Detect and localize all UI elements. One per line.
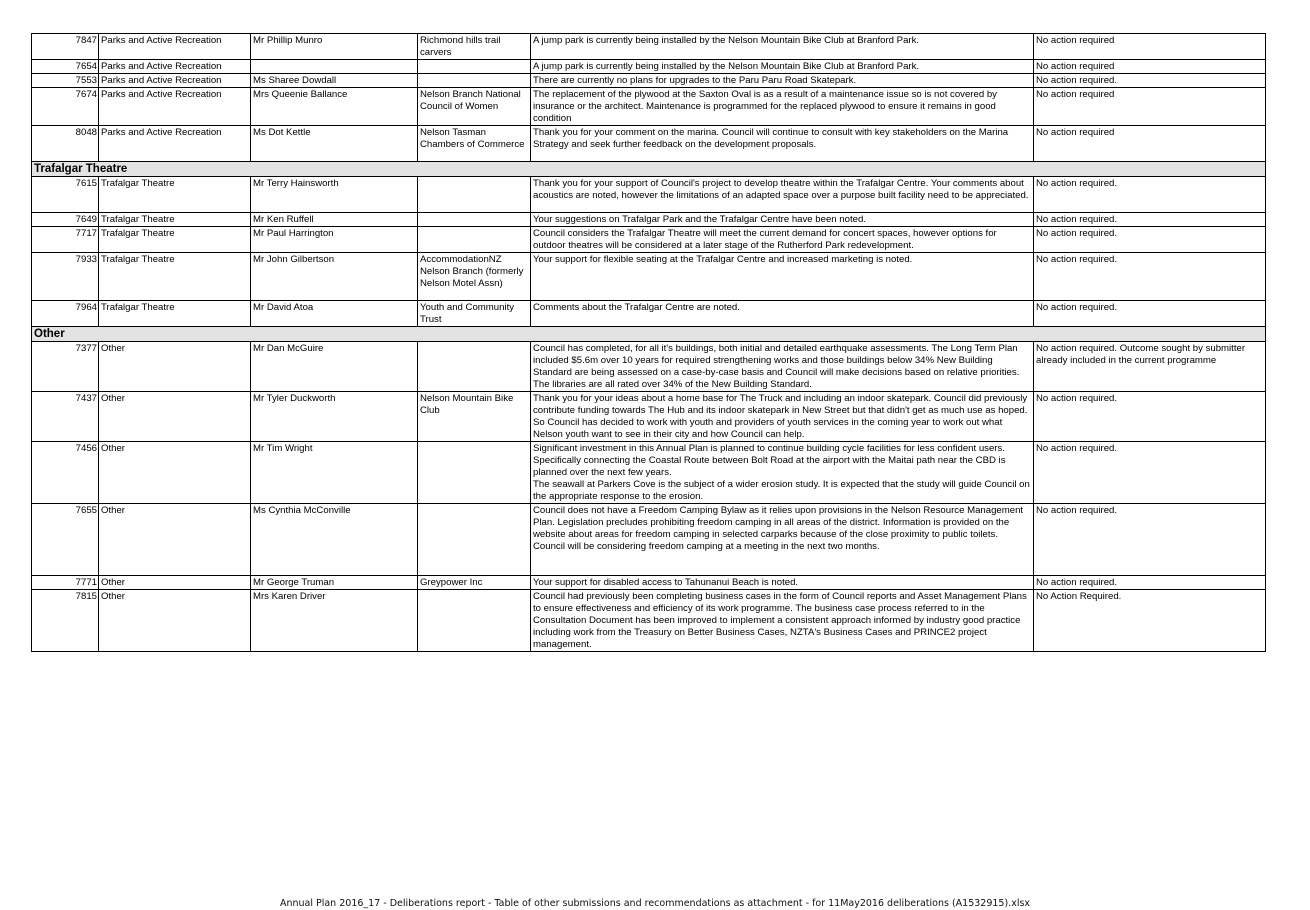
council-response: There are currently no plans for upgrades to the Paru Paru Road Skatepark. (531, 74, 1034, 88)
topic-cell: Trafalgar Theatre (99, 177, 251, 213)
submission-number: 7771 (32, 576, 99, 590)
topic-cell: Other (99, 342, 251, 392)
recommended-action: No action required. (1034, 576, 1266, 590)
organisation-name: Youth and Community Trust (418, 301, 531, 327)
table-row (32, 74, 1266, 88)
submission-number: 8048 (32, 126, 99, 162)
submitter-name: Mr Terry Hainsworth (251, 177, 418, 213)
submission-number: 7847 (32, 34, 99, 60)
submission-number: 7437 (32, 392, 99, 442)
table-row (32, 126, 1266, 162)
topic-cell: Other (99, 576, 251, 590)
submission-number: 7933 (32, 253, 99, 301)
recommended-action: No action required. (1034, 227, 1266, 253)
table-row (32, 392, 1266, 442)
submitter-name: Ms Cynthia McConville (251, 504, 418, 576)
submitter-name: Mr Tim Wright (251, 442, 418, 504)
table-row (32, 342, 1266, 392)
organisation-name (418, 342, 531, 392)
council-response: Council has completed, for all it's buildings, both initial and detailed earthquake assessments. The Long Term Plan included $5.6m over 10 years for required strengthening works and those buildings below 34% New Building Standard are being assessed on a case-by-case basis and Council will make decisions based on relative priorities. The libraries are all rated over 34% of the New Building Standard. (531, 342, 1034, 392)
recommended-action: No action required. (1034, 392, 1266, 442)
recommended-action: No action required (1034, 34, 1266, 60)
submitter-name: Mr David Atoa (251, 301, 418, 327)
table-row (32, 177, 1266, 213)
submission-number: 7649 (32, 213, 99, 227)
council-response: Council had previously been completing business cases in the form of Council reports and Asset Management Plans to ensure effectiveness and efficiency of its work programme. The business case process referred to in the Consultation Document has been improved to implement a consistent approach informed by industry good practice including work from the Treasury on Better Business Cases, NZTA's Business Cases and PRINCE2 project management. (531, 590, 1034, 652)
organisation-name (418, 504, 531, 576)
table-row (32, 227, 1266, 253)
submitter-name: Mr John Gilbertson (251, 253, 418, 301)
council-response: The replacement of the plywood at the Saxton Oval is as a result of a maintenance issue so is not covered by insurance or the architect. Maintenance is programmed for the replaced plywood to ensure it remains in good condition (531, 88, 1034, 126)
recommended-action: No action required (1034, 126, 1266, 162)
page-footer-filename: Annual Plan 2016_17 - Deliberations report - Table of other submissions and recommendations as attachment - for 11May2016 deliberations (A1532915).xlsx (279, 898, 1031, 909)
recommended-action: No action required. (1034, 301, 1266, 327)
submitter-name: Mr Phillip Munro (251, 34, 418, 60)
council-response: Your suggestions on Trafalgar Park and the Trafalgar Centre have been noted. (531, 213, 1034, 227)
section-header-row (32, 327, 1266, 342)
topic-cell: Other (99, 442, 251, 504)
submitter-name: Mr Dan McGuire (251, 342, 418, 392)
topic-cell: Trafalgar Theatre (99, 213, 251, 227)
topic-cell: Other (99, 504, 251, 576)
topic-cell: Other (99, 392, 251, 442)
council-response: Thank you for your support of Council's project to develop theatre within the Trafalgar Centre. Your comments about acoustics are noted, however the limitations of an adapted space over a purpose built facility need to be appreciated. (531, 177, 1034, 213)
organisation-name (418, 227, 531, 253)
topic-cell: Parks and Active Recreation (99, 34, 251, 60)
recommended-action: No action required. (1034, 213, 1266, 227)
submission-number: 7655 (32, 504, 99, 576)
table-row (32, 34, 1266, 60)
table-row (32, 576, 1266, 590)
submission-number: 7456 (32, 442, 99, 504)
submitter-name (251, 60, 418, 74)
council-response: Council does not have a Freedom Camping Bylaw as it relies upon provisions in the Nelson Resource Management Plan. Legislation precludes prohibiting freedom camping in all areas of the district. Information is provided on the website about areas for freedom camping in selected carparks because of the close proximity to public toilets. Council will be considering freedom camping at a meeting in the next two months. (531, 504, 1034, 576)
organisation-name: Greypower Inc (418, 576, 531, 590)
topic-cell: Parks and Active Recreation (99, 60, 251, 74)
submission-number: 7553 (32, 74, 99, 88)
organisation-name: Nelson Branch National Council of Women (418, 88, 531, 126)
table-row (32, 442, 1266, 504)
submitter-name: Mr Tyler Duckworth (251, 392, 418, 442)
topic-cell: Trafalgar Theatre (99, 253, 251, 301)
table-row (32, 590, 1266, 652)
council-response: A jump park is currently being installed by the Nelson Mountain Bike Club at Branford Park. (531, 34, 1034, 60)
recommended-action: No action required. (1034, 74, 1266, 88)
topic-cell: Trafalgar Theatre (99, 301, 251, 327)
recommended-action: No action required (1034, 88, 1266, 126)
recommended-action: No action required (1034, 60, 1266, 74)
council-response: Significant investment in this Annual Plan is planned to continue building cycle facilities for less confident users. Specifically connecting the Coastal Route between Bolt Road at the airport with the Maitai path near the CBD is planned over the next few years. The seawall at Parkers Cove is the subject of a wider erosion study. It is expected that the study will guide Council on the appropriate response to the erosion. (531, 442, 1034, 504)
organisation-name (418, 590, 531, 652)
submission-number: 7964 (32, 301, 99, 327)
council-response: A jump park is currently being installed by the Nelson Mountain Bike Club at Branford Park. (531, 60, 1034, 74)
table-row (32, 504, 1266, 576)
section-title: Other (32, 327, 1266, 342)
submitter-name: Mrs Karen Driver (251, 590, 418, 652)
submission-number: 7615 (32, 177, 99, 213)
organisation-name (418, 74, 531, 88)
table-row (32, 60, 1266, 74)
submissions-table-body (32, 34, 1266, 652)
submission-number: 7815 (32, 590, 99, 652)
recommended-action: No action required. (1034, 442, 1266, 504)
topic-cell: Parks and Active Recreation (99, 88, 251, 126)
topic-cell: Other (99, 590, 251, 652)
council-response: Comments about the Trafalgar Centre are noted. (531, 301, 1034, 327)
submission-number: 7717 (32, 227, 99, 253)
submitter-name: Mr Ken Ruffell (251, 213, 418, 227)
submission-number: 7377 (32, 342, 99, 392)
organisation-name: Nelson Tasman Chambers of Commerce (418, 126, 531, 162)
council-response: Your support for flexible seating at the Trafalgar Centre and increased marketing is noted. (531, 253, 1034, 301)
submitter-name: Ms Dot Kettle (251, 126, 418, 162)
table-row (32, 88, 1266, 126)
table-row (32, 253, 1266, 301)
organisation-name: AccommodationNZ Nelson Branch (formerly Nelson Motel Assn) (418, 253, 531, 301)
recommended-action: No Action Required. (1034, 590, 1266, 652)
section-title: Trafalgar Theatre (32, 162, 1266, 177)
submitter-name: Mrs Queenie Ballance (251, 88, 418, 126)
table-row (32, 301, 1266, 327)
organisation-name (418, 442, 531, 504)
council-response: Your support for disabled access to Tahunanui Beach is noted. (531, 576, 1034, 590)
organisation-name: Nelson Mountain Bike Club (418, 392, 531, 442)
organisation-name (418, 213, 531, 227)
council-response: Thank you for your ideas about a home base for The Truck and including an indoor skatepark. Council did previously contribute funding towards The Hub and its indoor skatepark in New Street but that didn't get as much use as hoped. So Council has decided to work with youth and providers of youth services in the coming year to work out what Nelson youth want to see in their city and how Council can help. (531, 392, 1034, 442)
submitter-name: Mr George Truman (251, 576, 418, 590)
submitter-name: Mr Paul Harrington (251, 227, 418, 253)
topic-cell: Parks and Active Recreation (99, 126, 251, 162)
submission-number: 7674 (32, 88, 99, 126)
recommended-action: No action required. (1034, 504, 1266, 576)
council-response: Council considers the Trafalgar Theatre will meet the current demand for concert spaces, however options for outdoor theatres will be considered at a later stage of the Rutherford Park redevelopment. (531, 227, 1034, 253)
council-response: Thank you for your comment on the marina. Council will continue to consult with key stakeholders on the Marina Strategy and seek further feedback on the development proposals. (531, 126, 1034, 162)
organisation-name (418, 177, 531, 213)
recommended-action: No action required. (1034, 177, 1266, 213)
submissions-table (31, 33, 1266, 652)
recommended-action: No action required. (1034, 253, 1266, 301)
topic-cell: Parks and Active Recreation (99, 74, 251, 88)
submission-number: 7654 (32, 60, 99, 74)
organisation-name: Richmond hills trail carvers (418, 34, 531, 60)
recommended-action: No action required. Outcome sought by submitter already included in the current programme (1034, 342, 1266, 392)
section-header-row (32, 162, 1266, 177)
organisation-name (418, 60, 531, 74)
table-row (32, 213, 1266, 227)
topic-cell: Trafalgar Theatre (99, 227, 251, 253)
submitter-name: Ms Sharee Dowdall (251, 74, 418, 88)
